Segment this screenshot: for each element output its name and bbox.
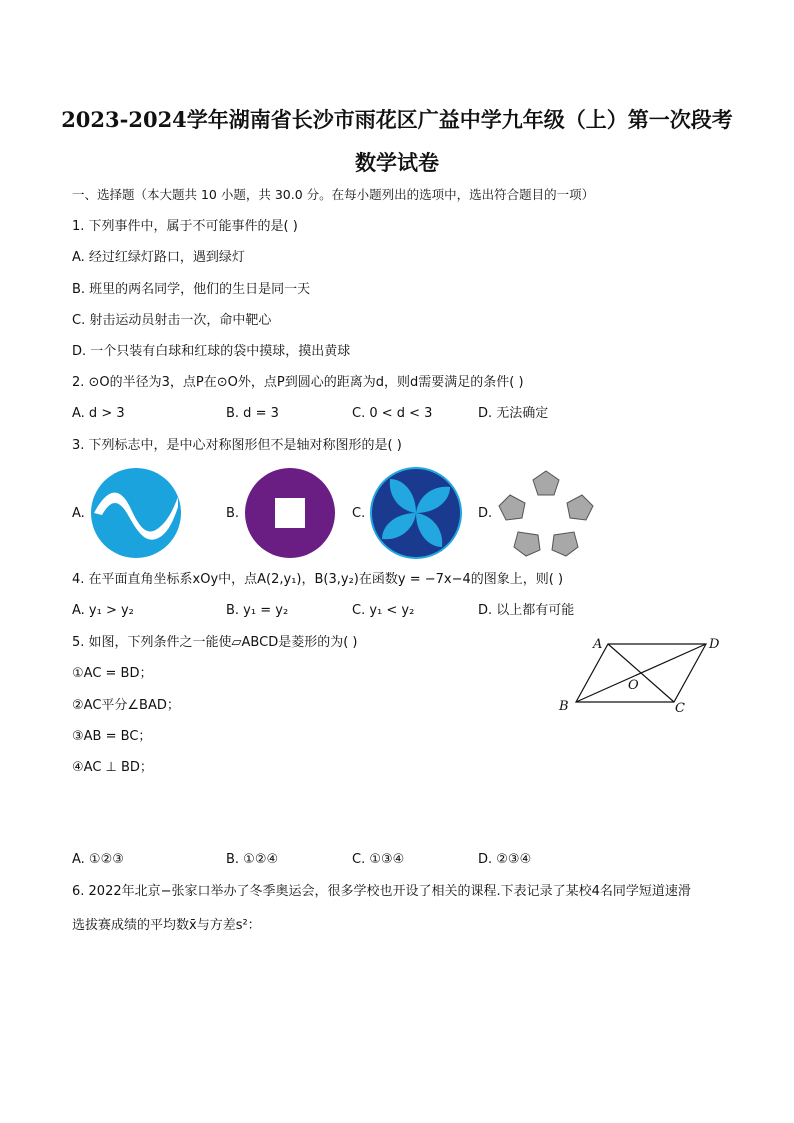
exam-title-line1: 2023-2024学年湖南省长沙市雨花区广益中学九年级（上）第一次段考 — [61, 107, 733, 132]
q2-stem: 2. ⊙O的半径为3，点P在⊙O外，点P到圆心的距离为d，则d需要满足的条件( ) — [72, 375, 524, 390]
q4-option-c: C. y₁ < y₂ — [352, 603, 415, 618]
section-heading: 一、选择题（本大题共 10 小题，共 30.0 分。在每小题列出的选项中，选出符合题目的一项） — [72, 187, 595, 202]
q2-option-b: B. d = 3 — [226, 406, 279, 421]
q1-option-d: D. 一个只装有白球和红球的袋中摸球，摸出黄球 — [72, 344, 351, 359]
q4-option-d: D. 以上都有可能 — [478, 603, 575, 618]
q1-option-a: A. 经过红绿灯路口，遇到绿灯 — [72, 250, 245, 265]
four-petal-logo-icon — [370, 467, 462, 559]
q1-stem: 1. 下列事件中，属于不可能事件的是( ) — [72, 219, 298, 234]
q5-condition-2: ②AC平分∠BAD； — [72, 698, 180, 713]
vertex-label-c: C — [675, 701, 685, 716]
pentagon-ring-logo-icon — [496, 468, 596, 558]
q5-condition-1: ①AC = BD； — [72, 666, 153, 681]
q6-stem-line1: 6. 2022年北京−张家口举办了冬季奥运会，很多学校也开设了相关的课程.下表记录了某校4名同学短道速滑 — [72, 884, 691, 899]
wave-logo-icon — [90, 467, 182, 559]
q5-condition-4: ④AC ⊥ BD； — [72, 760, 153, 775]
q1-option-b: B. 班里的两名同学，他们的生日是同一天 — [72, 282, 311, 297]
vertex-label-d: D — [709, 637, 720, 652]
q5-option-a: A. ①②③ — [72, 852, 124, 867]
q3-option-c-label: C. — [352, 506, 366, 521]
vertex-label-b: B — [559, 699, 569, 714]
q3-option-a-label: A. — [72, 506, 85, 521]
q3-stem: 3. 下列标志中，是中心对称图形但不是轴对称图形的是( ) — [72, 438, 402, 453]
q4-option-b: B. y₁ = y₂ — [226, 603, 289, 618]
q2-option-c: C. 0 < d < 3 — [352, 406, 433, 421]
q6-stem-line2: 选拔赛成绩的平均数x̄与方差s²： — [72, 918, 261, 933]
q5-option-b: B. ①②④ — [226, 852, 279, 867]
vertex-label-a: A — [593, 637, 603, 652]
center-label-o: O — [628, 678, 639, 693]
q1-option-c: C. 射击运动员射击一次，命中靶心 — [72, 313, 272, 328]
q5-option-c: C. ①③④ — [352, 852, 405, 867]
q4-stem: 4. 在平面直角坐标系xOy中，点A(2,y₁)，B(3,y₂)在函数y = −7x−4的图象上，则( ) — [72, 572, 564, 587]
parallelogram-figure — [556, 634, 726, 718]
q5-option-d: D. ②③④ — [478, 852, 532, 867]
exam-title-line2: 数学试卷 — [355, 150, 439, 175]
square-circle-logo-icon — [244, 467, 336, 559]
q4-option-a: A. y₁ > y₂ — [72, 603, 134, 618]
q3-option-d-label: D. — [478, 506, 493, 521]
q3-option-b-label: B. — [226, 506, 240, 521]
q2-option-d: D. 无法确定 — [478, 406, 549, 421]
q5-condition-3: ③AB = BC； — [72, 729, 152, 744]
q5-stem: 5. 如图，下列条件之一能使▱ABCD是菱形的为( ) — [72, 635, 358, 650]
q2-option-a: A. d > 3 — [72, 406, 125, 421]
